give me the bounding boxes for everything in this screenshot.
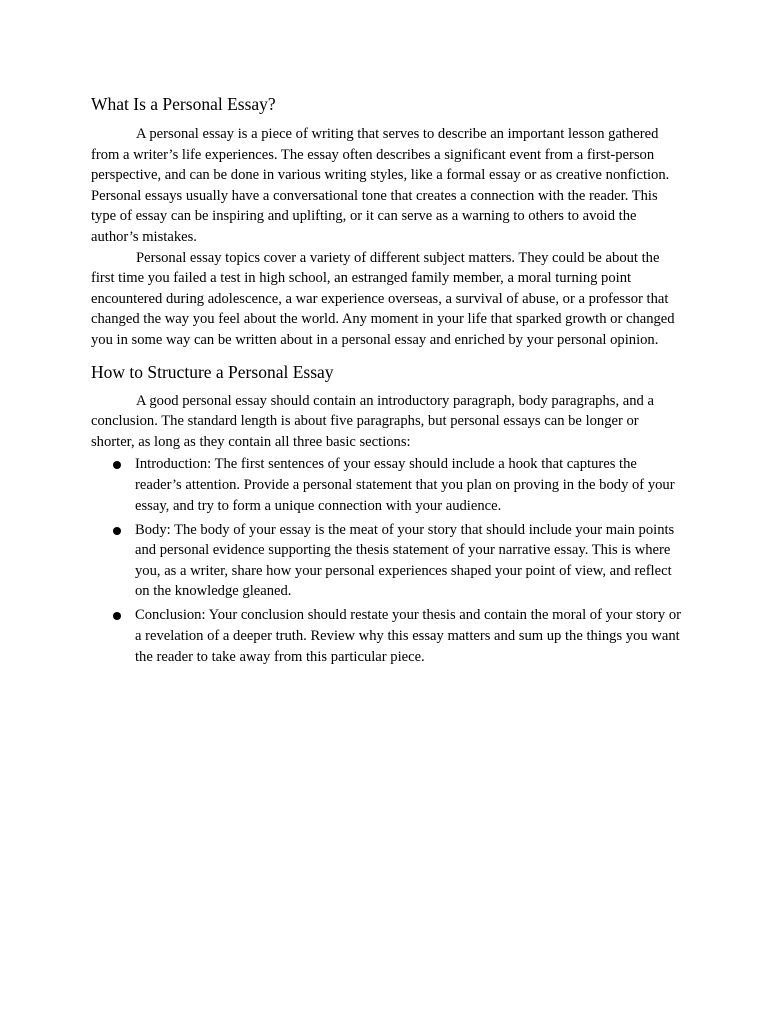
document-body [91, 92, 681, 671]
list-item-text: Introduction: The first sentences of your essay should include a hook that captures the reader’s attention. Provide a personal statement that you plan on proving in the body of your essay, and try to form a unique connection with your audience. [135, 456, 675, 514]
list-item-text: Body: The body of your essay is the meat of your story that should include your main points and personal evidence supporting the thesis statement of your narrative essay. This is where you, as a writer, share how your personal experiences shaped your point of view, and reflect on the knowledge gleaned. [135, 521, 675, 600]
list-item-introduction [91, 454, 681, 516]
list-item-body [91, 520, 681, 602]
paragraph-structure: A good personal essay should contain an introductory paragraph, body paragraphs, and a conclusion. The standard length is about five paragraphs, but personal essays can be longer or shorter, as long as they contain all three basic sections: [91, 392, 654, 450]
structure-bullet-list [91, 454, 681, 667]
list-item-conclusion [91, 605, 681, 667]
bullet-icon [113, 527, 121, 535]
bullet-icon [113, 461, 121, 469]
section-heading-what-is: What Is a Personal Essay? [91, 94, 276, 114]
section-heading-structure: How to Structure a Personal Essay [91, 361, 334, 382]
paragraph-intro: A personal essay is a piece of writing that serves to describe an important lesson gathered from a writer’s life experiences. The essay often describes a significant event from a first-person perspective, and can be done in various writing styles, like a formal essay or as creative nonfiction. Personal essays usually have a conversational tone that creates a connection with the reader. This type of essay can be inspiring and uplifting, or it can serve as a warning to others to avoid the author’s mistakes. [91, 126, 670, 245]
list-item-text: Conclusion: Your conclusion should restate your thesis and contain the moral of your story or a revelation of a deeper truth. Review why this essay matters and sum up the things you want the reader to take away from this particular piece. [135, 607, 681, 665]
paragraph-topics: Personal essay topics cover a variety of different subject matters. They could be about the first time you failed a test in high school, an estranged family member, a moral turning point encountered during adolescence, a war experience overseas, a survival of abuse, or a professor that changed the way you feel about the world. Any moment in your life that sparked growth or changed you in some way can be written about in a personal essay and enriched by your personal opinion. [91, 249, 675, 348]
bullet-icon [113, 612, 121, 620]
